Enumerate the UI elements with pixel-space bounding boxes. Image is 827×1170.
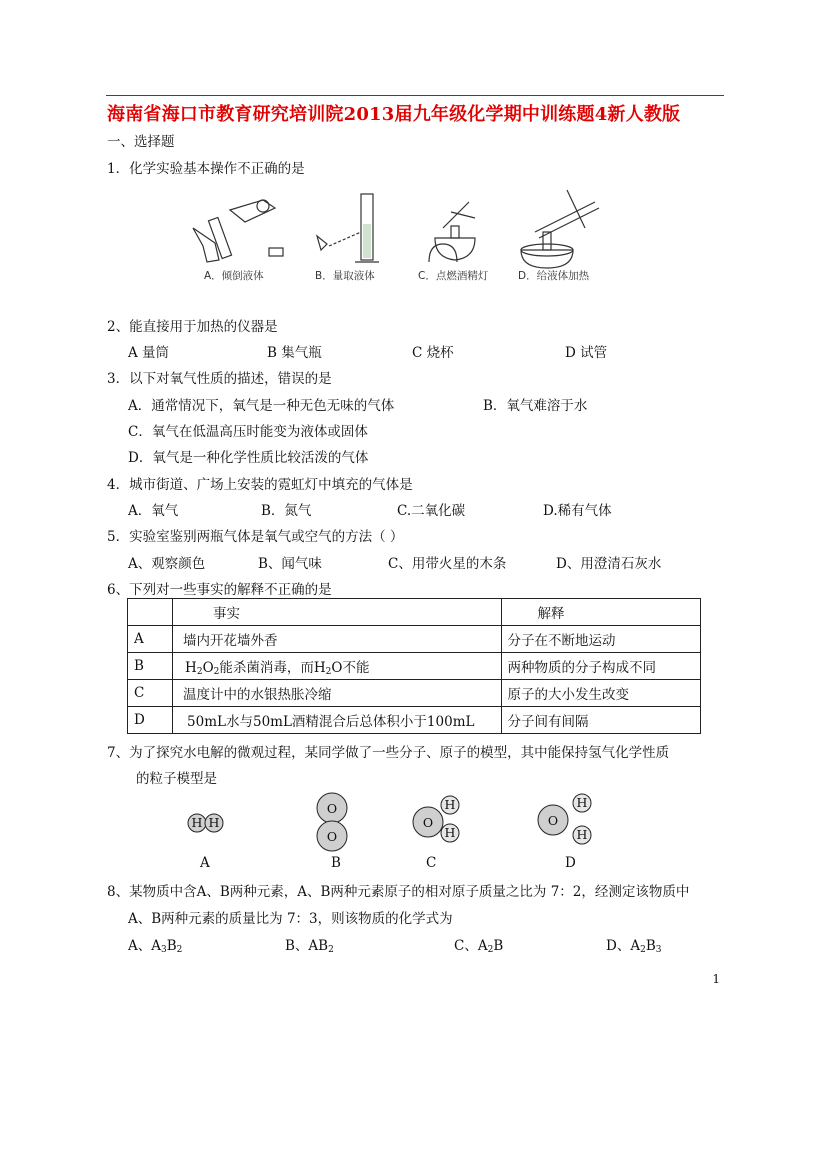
q4-stem: 4．城市街道、广场上安装的霓虹灯中填充的气体是: [107, 477, 413, 493]
q2-option-d: D 试管: [565, 345, 608, 361]
model-c-h2o: [413, 796, 459, 842]
row-fact: 温度计中的水银热胀冷缩: [173, 680, 502, 707]
q7-stem-cont: 的粒子模型是: [136, 771, 217, 787]
row-key: B: [128, 653, 173, 680]
table-header-explain: 解释: [501, 599, 700, 626]
q8-option-a: A、$A_3B_2$: [128, 938, 183, 955]
row-explain: 分子间有间隔: [501, 707, 700, 734]
page-number: 1: [712, 972, 720, 986]
q7-label-a: A: [200, 855, 210, 871]
table-row: [128, 707, 701, 734]
q2-stem: 2、能直接用于加热的仪器是: [107, 319, 278, 335]
q2-option-b: B 集气瓶: [267, 345, 322, 361]
q5-option-a: A、观察颜色: [128, 556, 206, 572]
row-explain: 两种物质的分子构成不同: [501, 653, 700, 680]
table-row: [128, 626, 701, 653]
q8-option-d: D、$A_2B_3$: [606, 938, 662, 955]
q1-caption-d: D．给液体加热: [518, 270, 590, 282]
table-header-cell: [128, 599, 173, 626]
facts-table: [127, 598, 701, 734]
molecule-models: [180, 790, 600, 852]
q7-label-d: D: [565, 855, 576, 871]
q4-option-c: C.二氧化碳: [397, 503, 466, 519]
model-d-separate-atoms: [538, 794, 591, 844]
pour-liquid-illustration: [193, 200, 283, 262]
q7-label-b: B: [331, 855, 341, 871]
q1-caption-a: A．倾倒液体: [204, 270, 264, 282]
q5-stem: 5．实验室鉴别两瓶气体是氧气或空气的方法（ ）: [107, 529, 404, 545]
atom-label-o: O: [547, 813, 559, 828]
document-title: 海南省海口市教育研究培训院2013届九年级化学期中训练题4新人教版: [107, 104, 681, 125]
atom-label-o: O: [326, 801, 338, 816]
q1-stem: 1．化学实验基本操作不正确的是: [107, 161, 305, 177]
q1-caption-b: B．量取液体: [315, 270, 375, 282]
atom-label-h: H: [576, 827, 588, 842]
header-rule: [106, 95, 724, 96]
q6-stem: 6、下列对一些事实的解释不正确的是: [107, 582, 332, 598]
model-a-h2: [188, 814, 223, 832]
row-key: D: [128, 707, 173, 734]
row-fact: 50mL水与50mL酒精混合后总体积小于100mL: [173, 707, 502, 734]
q8-option-b: B、$AB_2$: [285, 938, 334, 955]
atom-label-h: H: [444, 825, 456, 840]
q5-option-c: C、用带火星的木条: [388, 556, 507, 572]
row-explain: 分子在不断地运动: [501, 626, 700, 653]
row-fact: $H_2O_2$能杀菌消毒，而$H_2O$不能: [173, 653, 502, 680]
q4-option-b: B．氮气: [261, 503, 312, 519]
q2-option-c: C 烧杯: [412, 345, 454, 361]
q3-option-c: C．氧气在低温高压时能变为液体或固体: [128, 424, 368, 440]
row-key: C: [128, 680, 173, 707]
row-fact: 墙内开花墙外香: [173, 626, 502, 653]
table-row: [128, 680, 701, 707]
q3-option-b: B．氧气难溶于水: [483, 398, 588, 414]
table-header-row: [128, 599, 701, 626]
q3-option-a: A．通常情况下，氧气是一种无色无味的气体: [128, 398, 395, 414]
heat-liquid-illustration: [521, 190, 599, 268]
row-explain: 原子的大小发生改变: [501, 680, 700, 707]
atom-label-h: H: [208, 815, 220, 830]
q2-option-a: A 量筒: [128, 345, 170, 361]
q5-option-d: D、用澄清石灰水: [556, 556, 662, 572]
measure-liquid-illustration: [317, 194, 379, 262]
table-header-fact: 事实: [173, 599, 502, 626]
atom-label-o: O: [326, 829, 338, 844]
q7-label-c: C: [426, 855, 437, 871]
q8-stem-cont: A、B两种元素的质量比为 7：3，则该物质的化学式为: [128, 911, 453, 927]
row-key: A: [128, 626, 173, 653]
atom-label-o: O: [422, 815, 434, 830]
atom-label-h: H: [576, 795, 588, 810]
q4-option-d: D.稀有气体: [543, 503, 612, 519]
q8-stem: 8、某物质中含A、B两种元素，A、B两种元素原子的相对原子质量之比为 7：2，经测定该物质中: [107, 884, 690, 900]
q4-option-a: A．氧气: [128, 503, 179, 519]
q8-option-c: C、$A_2B$: [454, 938, 504, 955]
lab-operations-figure: [185, 188, 605, 280]
section-heading: 一、选择题: [107, 134, 175, 150]
table-row: [128, 653, 701, 680]
q3-option-d: D．氧气是一种化学性质比较活泼的气体: [128, 450, 369, 466]
q1-caption-c: C．点燃酒精灯: [418, 270, 489, 282]
q7-stem: 7、为了探究水电解的微观过程，某同学做了一些分子、原子的模型，其中能保持氢气化学性质: [107, 745, 670, 761]
light-alcohol-lamp-illustration: [429, 202, 475, 262]
atom-label-h: H: [444, 797, 456, 812]
atom-label-h: H: [191, 815, 203, 830]
q5-option-b: B、闻气味: [258, 556, 322, 572]
q3-stem: 3．以下对氧气性质的描述，错误的是: [107, 371, 332, 387]
model-b-o2: [317, 793, 347, 851]
